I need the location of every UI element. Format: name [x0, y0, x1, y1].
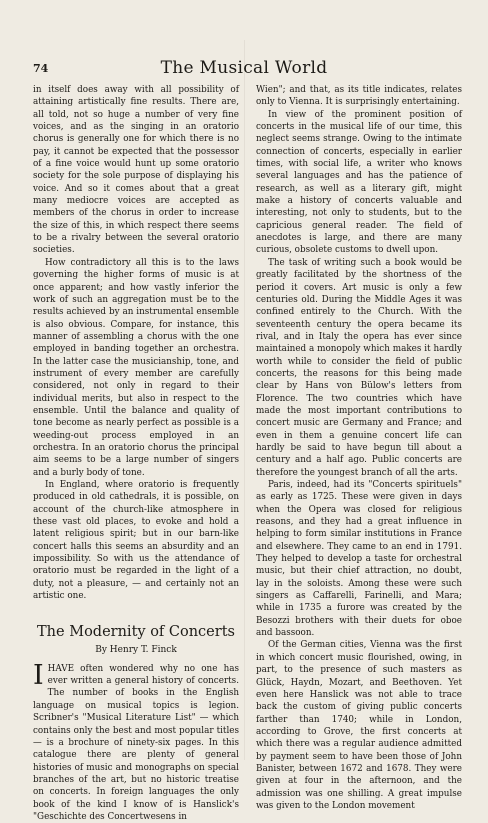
left-paragraph: in itself does away with all possibility of attaining artistically fine results. There are, all told, not so huge a number of very fine voices, and as the singing in an oratorio chorus is generally one for which there is no pay, it cannot be expected that the possessor of a fine voice would hunt up some oratorio society for the sole purpose of displaying his voice. And so it comes about that a great many mediocre voices are accepted as members of the chorus in order to increase the size of this, in which respect there seems to be a rivalry between the several oratorio societies. — [33, 85, 239, 256]
article-title: The Modernity of Concerts — [37, 624, 235, 641]
article-first-paragraph-text: HAVE often wondered why no one has ever written a general history of concerts. The number of books in the English language on musical topics is legion. Scribner's "Musical Literature List" — which contains only the best and most popular titles — is a brochure of ninety-six pages. In this catalogue there are plenty of general histories of music and monographs on special branches of the art, but no historic treatise on concerts. In foreign languages the only book of the kind I know of is Hanslick's "Geschichte des Concertwesens in — [33, 663, 239, 822]
right-paragraph: Paris, indeed, had its "Concerts spirituels" as early as 1725. These were given in days when the Opera was closed for religious reasons, and they had a great influence in helping to form similar institutions in France and elsewhere. They came to an end in 1791. They helped to develop a taste for orchestral music, but their chief attraction, no doubt, lay in the soloists. Among these were such singers as Caffarelli, Farinelli, and Mara; while in 1735 a furore was created by the Besozzi brothers with their duets for oboe and bassoon. — [256, 480, 462, 639]
left-column — [33, 84, 239, 823]
left-paragraph: How contradictory all this is to the laws governing the higher forms of music is at once apparent; and how vastly inferior the work of such an aggregation must be to the results achieved by an instrumental ensemble is also obvious. Compare, for instance, this manner of assembling a chorus with the one employed in banding together an orchestra. In the latter case the musicianship, tone, and instrument of every member are carefully considered, not only in regard to their individual merits, but also in respect to the ensemble. Until the balance and quality of tone become as nearly perfect as possible is a weeding-out process employed in an orchestra. In an oratorio chorus the principal aim seems to be a large number of singers and a burly body of tone. — [33, 257, 239, 478]
right-paragraph: Of the German cities, Vienna was the first in which concert music flourished, owing, in part, to the presence of such masters as Glück, Haydn, Mozart, and Beethoven. Yet even here Hanslick was not able to trace back the custom of giving public concerts farther than 1740; while in London, according to Grove, the first concerts at which there was a regular audience admitted by payment seem to have been those of John Banister, between 1672 and 1678. They were given at four in the afternoon, and the admission was one shilling. A great impulse was given to the London movement — [256, 640, 462, 811]
drop-cap: I — [33, 659, 44, 691]
page-fold-shadow — [244, 40, 245, 760]
running-title: The Musical World — [160, 58, 328, 78]
right-paragraph: In view of the prominent position of concerts in the musical life of our time, this neglect seems strange. Owing to the intimate connection of concerts, especially in earlier times, with social life, a writer who knows several languages and has the patience of research, as well as a literary gift, might make a history of concerts valuable and interesting, not only to students, but to the capricious general reader. The field of anecdotes is large, and there are many curious, obsolete customs to dwell upon. — [256, 109, 462, 256]
article-first-paragraph — [33, 659, 239, 823]
right-column — [256, 84, 462, 812]
right-paragraph: Wien"; and that, as its title indicates, relates only to Vienna. It is surprisingly entertaining. — [256, 85, 462, 108]
right-paragraph: The task of writing such a book would be greatly facilitated by the shortness of the period it covers. Art music is only a few centuries old. During the Middle Ages it was confined entirely to the Church. With the seventeenth century the opera became its rival, and in Italy the opera has ever since maintained a monopoly which makes it hardly worth while to consider the field of public concerts, the reasons for this being made clear by Hans von Bülow's letters from Florence. The two countries which have made the most important contributions to concert music are Germany and France; and even in them a genuine concert life can hardly be said to have begun till about a century and a half ago. Public concerts are therefore the youngest branch of all the arts. — [256, 257, 462, 478]
left-paragraph: In England, where oratorio is frequently produced in old cathedrals, it is possible, on account of the church-like atmosphere in these vast old places, to evoke and hold a latent religious spirit; but in our barn-like concert halls this seems an absurdity and an impossibility. So with us the attendance of oratorio must be regarded in the light of a duty, not a pleasure, — and certainly not an artistic one. — [33, 480, 239, 602]
article-byline: By Henry T. Finck — [95, 645, 177, 656]
page-number: 74 — [33, 62, 49, 75]
